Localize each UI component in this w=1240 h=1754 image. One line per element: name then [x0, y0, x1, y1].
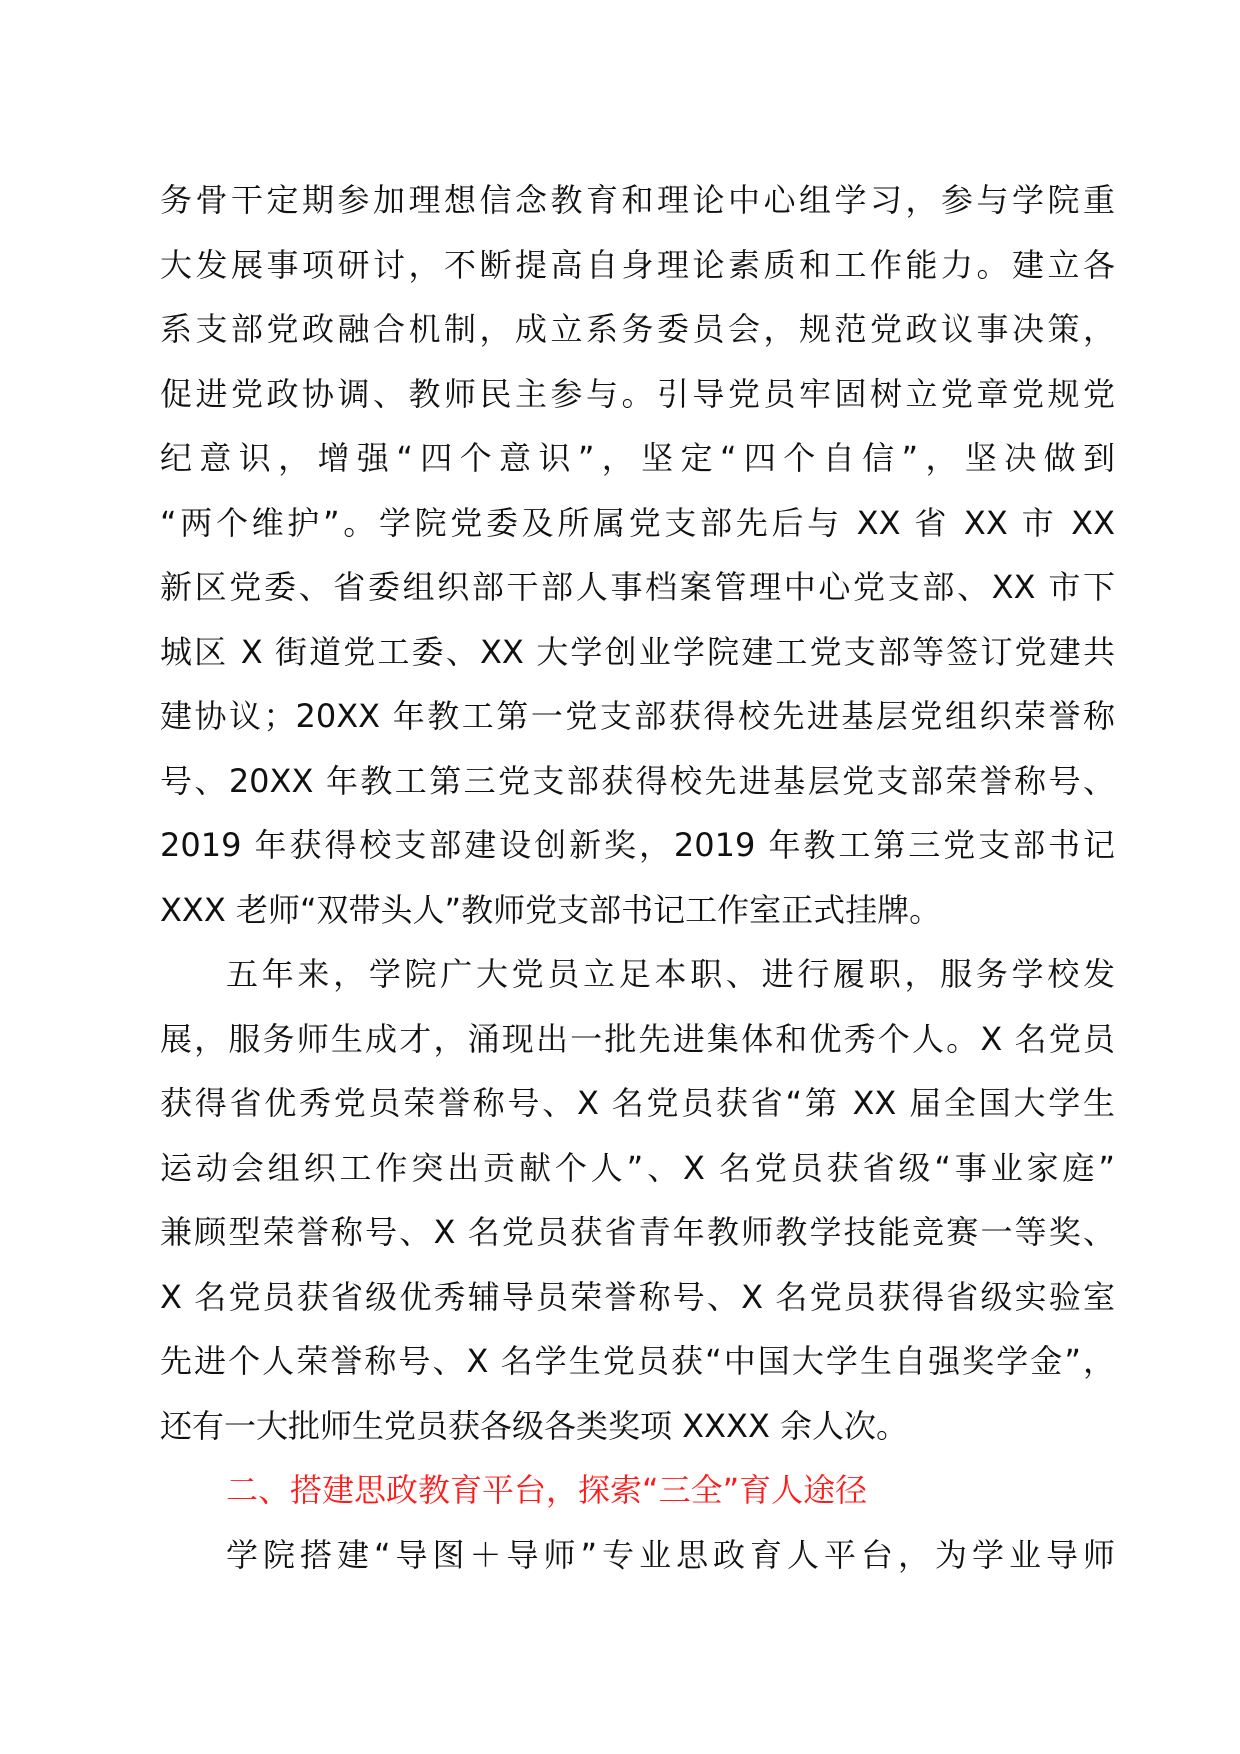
text-line: 五年来，学院广大党员立足本职、进行履职，服务学校发: [226, 955, 1115, 993]
text-line: 号、20XX 年教工第三党支部获得校先进基层党支部荣誉称号、: [160, 761, 1115, 800]
text-line: 兼顾型荣誉称号、X 名党员获省青年教师教学技能竞赛一等奖、: [160, 1213, 1115, 1251]
section-heading: 二、搭建思政教育平台，探索“三全”育人途径: [226, 1471, 868, 1509]
text-line: 2019 年获得校支部建设创新奖，2019 年教工第三党支部书记: [160, 826, 1115, 864]
text-line: 还有一大批师生党员获各级各类奖项 XXXX 余人次。: [160, 1406, 909, 1445]
text-line: 建协议；20XX 年教工第一党支部获得校先进基层党组织荣誉称: [160, 697, 1115, 735]
text-line: 先进个人荣誉称号、X 名学生党员获“中国大学生自强奖学金”，: [160, 1342, 1115, 1380]
text-line: 展，服务师生成才，涌现出一批先进集体和优秀个人。X 名党员: [160, 1019, 1115, 1058]
paragraph-achievements: [160, 942, 1115, 1458]
text-line: 城区 X 街道党工委、XX 大学创业学院建工党支部等签订党建共: [160, 632, 1115, 671]
text-line: 促进党政协调、教师民主参与。引导党员牢固树立党章党规党: [160, 374, 1115, 413]
text-line: 系支部党政融合机制，成立系务委员会，规范党政议事决策，: [160, 310, 1115, 348]
paragraph-platform: [160, 1523, 1115, 1588]
text-line: 大发展事项研讨，不断提高自身理论素质和工作能力。建立各: [160, 245, 1115, 284]
document-body: [160, 168, 1115, 1587]
text-line: XXX 老师“双带头人”教师党支部书记工作室正式挂牌。: [160, 890, 942, 929]
text-line: 获得省优秀党员荣誉称号、X 名党员获省“第 XX 届全国大学生: [160, 1084, 1115, 1122]
text-line: 学院搭建“导图＋导师”专业思政育人平台，为学业导师: [226, 1535, 1115, 1574]
paragraph-party-building: [160, 168, 1115, 942]
text-line: “两个维护”。学院党委及所属党支部先后与 XX 省 XX 市 XX: [160, 503, 1115, 542]
text-line: 运动会组织工作突出贡献个人”、X 名党员获省级“事业家庭”: [160, 1148, 1115, 1187]
text-line: X 名党员获省级优秀辅导员荣誉称号、X 名党员获得省级实验室: [160, 1277, 1115, 1316]
text-line: 新区党委、省委组织部干部人事档案管理中心党支部、XX 市下: [160, 568, 1115, 606]
text-line: 纪意识，增强“四个意识”，坚定“四个自信”，坚决做到: [160, 439, 1115, 477]
text-line: 务骨干定期参加理想信念教育和理论中心组学习，参与学院重: [160, 181, 1115, 219]
